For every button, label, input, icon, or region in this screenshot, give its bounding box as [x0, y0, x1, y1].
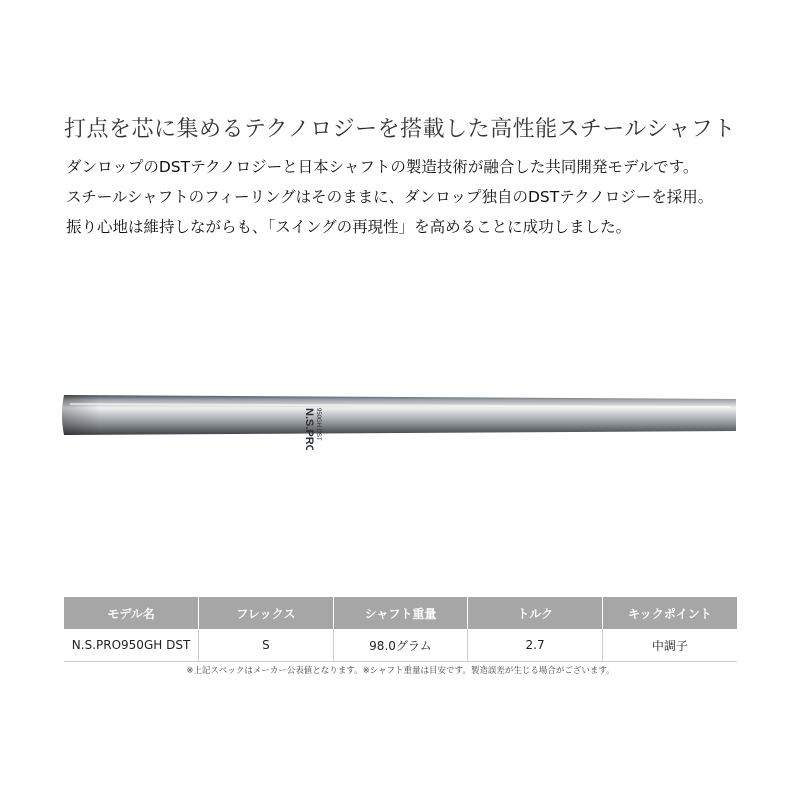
header-kick-point: キックポイント [602, 597, 737, 629]
header-shaft-weight: シャフト重量 [333, 597, 468, 629]
spec-note: ※上記スペックはメーカー公表値となります。※シャフト重量は目安です。製造誤差が生じる場合がございます。 [186, 666, 615, 676]
cell-shaft-weight: 98.0グラム [333, 629, 468, 662]
shaft-logo [303, 408, 321, 450]
cell-kick-point: 中調子 [602, 629, 737, 662]
shaft-brand-text: N.S.PRO [303, 408, 315, 450]
shaft-model-text: 950GH DST [315, 408, 321, 441]
cell-model-name: N.S.PRO950GH DST [64, 629, 199, 662]
header-torque: トルク [468, 597, 603, 629]
shaft-body [62, 395, 736, 435]
shaft-end-shade [62, 395, 100, 435]
table-row [64, 629, 737, 662]
description-line: ダンロップのDSTテクノロジーと日本シャフトの製造技術が融合した共同開発モデルです。 [66, 158, 699, 176]
cell-flex: S [199, 629, 334, 662]
steel-shaft-graphic [40, 380, 760, 450]
shaft-image [40, 380, 760, 450]
description [66, 152, 766, 242]
description-line: 振り心地は維持しながらも、「スイングの再現性」を高めることに成功しました。 [66, 218, 632, 236]
spec-table [64, 597, 737, 662]
spec-table-header-row [64, 597, 737, 629]
cell-torque: 2.7 [468, 629, 603, 662]
header-flex: フレックス [199, 597, 334, 629]
header-model-name: モデル名 [64, 597, 199, 629]
headline: 打点を芯に集めるテクノロジーを搭載した高性能スチールシャフト [64, 117, 736, 142]
description-line: スチールシャフトのフィーリングはそのままに、ダンロップ独自のDSTテクノロジーを採用。 [66, 188, 714, 206]
